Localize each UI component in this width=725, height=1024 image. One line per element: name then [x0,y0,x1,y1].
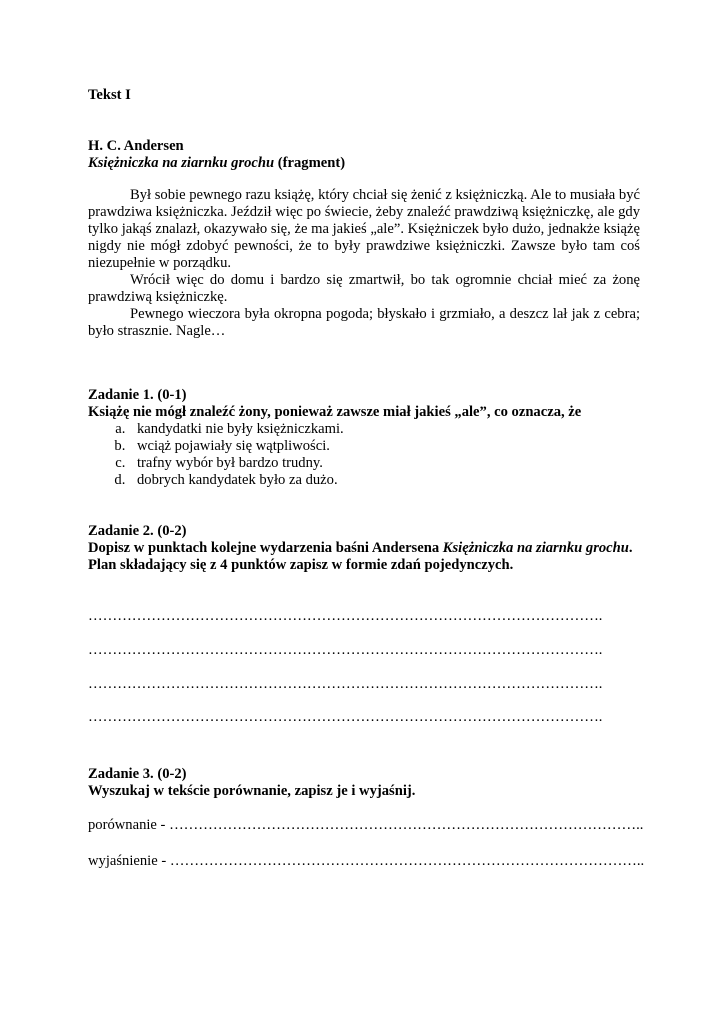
work-title-line [88,155,640,172]
task-2-instruction [88,540,640,557]
task-1 [88,387,640,489]
comparison-answer-line[interactable]: …………………………………………………………………………………….. [169,817,644,833]
task-1-option-b: b. wciąż pojawiały się wątpliwości. [129,438,640,455]
task-2-header: Zadanie 2. (0-2) [88,523,187,539]
task-1-option-c: c. trafny wybór był bardzo trudny. [129,455,640,472]
task-1-options [88,421,640,489]
task-1-header: Zadanie 1. (0-1) [88,387,187,403]
task-3-instruction: Wyszukaj w tekście porównanie, zapisz je i wyjaśnij. [88,783,416,799]
answer-line[interactable]: ……………………………………………………………………………………………. [88,608,603,624]
section-title: Tekst I [88,87,131,103]
explanation-answer-line[interactable]: …………………………………………………………………………………….. [169,853,645,869]
answer-line[interactable]: ……………………………………………………………………………………………. [88,642,603,658]
task-3 [88,766,640,800]
comparison-answer [88,817,648,834]
story-paragraph: Wrócił więc do domu i bardzo się zmartwił, bo tak ogromnie chciał mieć za żonę prawdziwą księżniczkę. [88,272,640,305]
task-1-option-d: d. dobrych kandydatek było za dużo. [129,472,640,489]
story-paragraph: Pewnego wieczora była okropna pogoda; błyskało i grzmiało, a deszcz lał jak z cebra; było strasznie. Nagle… [88,306,640,339]
story-text [88,187,640,340]
comparison-label: porównanie - [88,817,170,833]
task-2-instruction-title: Księżniczka na ziarnku grochu [442,540,629,556]
author-name: H. C. Andersen [88,138,184,154]
task-2-instruction-line2: Plan składający się z 4 punktów zapisz w formie zdań pojedynczych. [88,557,514,573]
task-2 [88,523,640,574]
story-paragraph: Był sobie pewnego razu książę, który chciał się żenić z księżniczką. Ale to musiała być prawdziwa księżniczka. Jeździł więc po świecie, żeby znaleźć prawdziwą księżniczkę, ale gdy tylko jakąś znalazł, okazywało się, że ma jakieś „ale”. Księżniczek było dużo, jednakże książę nigdy nie mógł zdobyć pewności, że to były prawdziwe księżniczki. Zawsze było tam coś niezupełnie w porządku. [88,187,640,271]
work-suffix: (fragment) [277,155,346,171]
task-1-option-a: a. kandydatki nie były księżniczkami. [129,421,640,438]
answer-line[interactable]: ……………………………………………………………………………………………. [88,676,603,692]
task-2-instruction-prefix: Dopisz w punktach kolejne wydarzenia baśni Andersena [88,540,443,556]
task-3-header: Zadanie 3. (0-2) [88,766,187,782]
answer-line[interactable]: ……………………………………………………………………………………………. [88,709,603,725]
explanation-answer [88,853,648,870]
task-2-instruction-suffix: . [628,540,633,556]
explanation-label: wyjaśnienie - [88,853,170,869]
task-1-question: Książę nie mógł znaleźć żony, ponieważ zawsze miał jakieś „ale”, co oznacza, że [88,404,582,420]
author-block [88,138,640,172]
work-title: Księżniczka na ziarnku grochu [88,155,275,171]
